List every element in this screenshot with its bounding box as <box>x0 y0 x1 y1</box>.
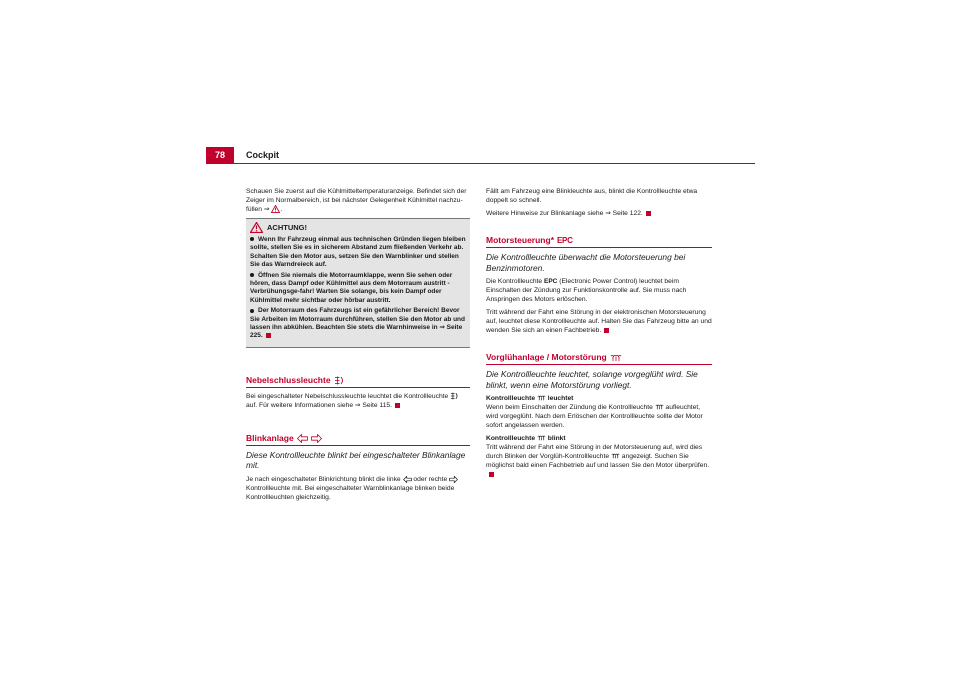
glow-plug-icon <box>537 395 546 401</box>
epc-icon: EPC <box>544 278 558 285</box>
blinker-failure-paragraph: Fällt am Fahrzeug eine Blinkleuchte aus, blinkt die Kontrollleuchte etwa doppelt so schnell. <box>486 188 698 204</box>
section-subtitle: Die Kontrollleuchte leuchtet, solange vorgeglüht wird. Sie blinkt, wenn eine Motorstörung vorliegt. <box>486 369 698 390</box>
section-subtitle: Diese Kontrollleuchte blinkt bei eingeschalteter Blinkanlage mit. <box>246 449 466 471</box>
intro-paragraph <box>246 187 470 214</box>
intro-text: Schauen Sie zuerst auf die Kühlmitteltemperaturanzeige. Befindet sich der Zeiger im Normalbereich, ist bei nächster Gelegenheit Kühlmittel nachzu-füllen ⇒ <box>246 188 467 213</box>
turn-signal-left-icon <box>297 434 308 443</box>
section-heading-fog <box>246 376 470 388</box>
section-subtitle: Die Kontrollleuchte überwacht die Motorsteuerung bei Benzinmotoren. <box>486 252 686 273</box>
glow-blink-label <box>486 434 712 443</box>
right-column <box>486 187 712 483</box>
glow-plug-icon <box>611 453 620 459</box>
warning-item <box>250 236 467 270</box>
bullet-icon <box>250 237 254 241</box>
section-heading-text: Nebelschlussleuchte <box>246 374 331 385</box>
warning-item-text: Der Motorraum des Fahrzeugs ist ein gefährlicher Bereich! Bevor Sie Arbeiten im Motorraum durchführen, stellen Sie den Motor ab und lassen ihn abkühlen. Beachten Sie stets die Warnhinweise in ⇒ Seite 225. <box>250 307 466 340</box>
section-heading-epc <box>486 236 712 248</box>
section-heading-glow <box>486 353 712 365</box>
glow-plug-icon <box>537 435 546 441</box>
blinker-text-b: oder rechte <box>413 475 448 483</box>
warning-item-text: Öffnen Sie niemals die Motorraumklappe, wenn Sie sehen oder hören, dass Dampf oder Kühlmittel aus dem Motorraum austritt - Verbrühungsge-fahr! Warten Sie solange, bis kein Dampf oder Kühlmittel mehr sichtbar oder hörbar austritt. <box>250 271 453 304</box>
warning-item <box>250 272 467 306</box>
warning-title: ACHTUNG! <box>267 223 307 232</box>
blinker-text-a: Je nach eingeschalteter Blinkrichtung blinkt die linke <box>246 475 401 483</box>
section-heading-text: Vorglühanlage / Motorstörung <box>486 352 607 362</box>
fog-paragraph <box>246 392 470 410</box>
turn-signal-right-icon <box>449 476 458 483</box>
end-of-section-icon <box>395 403 400 408</box>
epc-text-b: (Electronic Power Control) leuchtet beim Einschalten der Zündung zur Funktionskontrolle auf. Sie muss nach Anspringen des Motors erlöschen. <box>486 278 687 303</box>
page-number: 78 <box>206 147 234 164</box>
turn-signal-right-icon <box>311 434 322 443</box>
glow-lit-label-b: leuchtet <box>547 395 574 402</box>
warning-box <box>246 218 470 348</box>
glow-plug-icon <box>610 354 622 362</box>
section-heading-text: Motorsteuerung* <box>486 235 554 245</box>
section-heading-text: Blinkanlage <box>246 432 294 443</box>
warning-item <box>250 307 467 341</box>
chapter-title: Cockpit <box>246 150 280 160</box>
glow-blink-label-b: blinkt <box>547 435 566 442</box>
glow-blink-text-a: Tritt während der Fahrt eine Störung in der Motorsteuerung auf, wird dies durch Blinken der Vorglüh-Kontrollleuchte <box>486 444 703 460</box>
header-rule <box>206 163 755 164</box>
section-heading-blinker <box>246 434 470 446</box>
warning-header <box>250 222 467 233</box>
glow-lit-label-a: Kontrollleuchte <box>486 395 536 402</box>
fog-light-icon <box>334 376 346 385</box>
warning-item-text: Wenn Ihr Fahrzeug einmal aus technischen Gründen liegen bleiben sollte, stellen Sie es in sicherem Abstand zum fließenden Verkehr ab. Schalten Sie den Motor aus, setzen Sie den Warnblinker und stellen Sie das Warndreieck auf. <box>250 236 466 269</box>
intro-end: . <box>280 206 283 213</box>
fog-light-icon <box>450 392 460 400</box>
epc-text-c: Tritt während der Fahrt eine Störung in der elektronischen Motorsteuerung auf, leuchtet diese Kontrollleuchte auf. Halten Sie das Fahrzeug bitte an und wenden Sie sich an einen Fachbetrieb. <box>486 309 712 334</box>
warning-triangle-icon <box>250 222 263 233</box>
glow-lit-text-a: Wenn beim Einschalten der Zündung die Kontrollleuchte <box>486 404 653 411</box>
blinker-paragraph <box>246 475 470 502</box>
epc-text-a: Die Kontrollleuchte <box>486 278 543 285</box>
glow-lit-text-b: aufleuchtet, wird vorgeglüht. Nach dem Erlöschen der Kontrollleuchte sollte der Motor sofort angelassen werden. <box>486 404 703 429</box>
glow-plug-icon <box>655 404 664 410</box>
blinker-reference-text: Weitere Hinweise zur Blinkanlage siehe ⇒ Seite 122. <box>486 210 643 217</box>
epc-paragraph-2 <box>486 308 712 335</box>
blinker-text-c: Kontrollleuchte mit. Bei eingeschalteter Warnblinkanlage blinken beide Kontrollleuchten gleichzeitig. <box>246 484 455 501</box>
glow-blink-paragraph <box>486 443 712 479</box>
blinker-reference-paragraph <box>486 209 712 218</box>
glow-blink-label-a: Kontrollleuchte <box>486 435 536 442</box>
glow-lit-label <box>486 394 712 403</box>
epc-paragraph-1 <box>486 277 712 304</box>
fog-text-a: Bei eingeschalteter Nebelschlussleuchte leuchtet die Kontrollleuchte <box>246 392 449 400</box>
epc-icon: EPC <box>557 236 573 245</box>
warning-triangle-icon <box>271 205 283 213</box>
end-of-section-icon <box>266 333 271 338</box>
left-column <box>246 187 470 506</box>
end-of-section-icon <box>646 211 651 216</box>
fog-text-b: auf. Für weitere Informationen siehe ⇒ Seite 115. <box>246 401 392 409</box>
glow-blink-text-b: angezeigt. Suchen Sie möglichst bald einen Fachbetrieb auf und lassen Sie den Motor überprüfen. <box>486 453 710 469</box>
end-of-section-icon <box>604 328 609 333</box>
bullet-icon <box>250 273 254 277</box>
end-of-section-icon <box>489 472 494 477</box>
turn-signal-left-icon <box>403 476 412 483</box>
glow-lit-paragraph <box>486 403 712 430</box>
bullet-icon <box>250 309 254 313</box>
